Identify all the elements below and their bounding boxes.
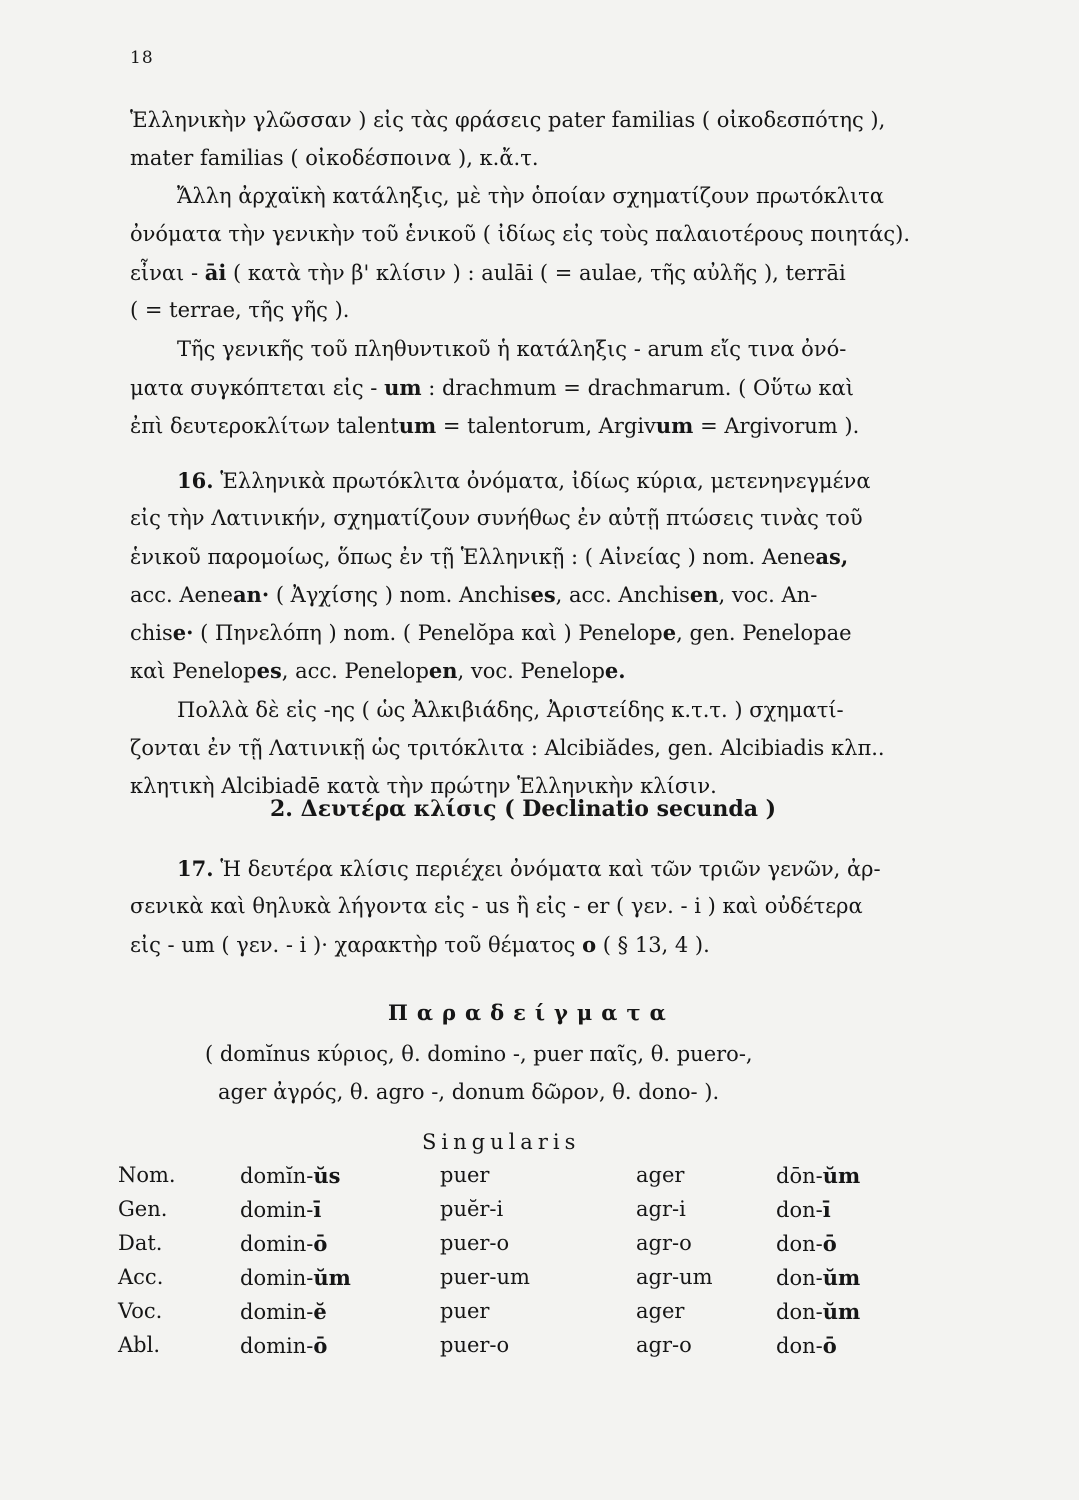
table-cell: agr-um	[636, 1265, 713, 1289]
table-cell: Abl.	[118, 1333, 160, 1357]
text-line: chise· ( Πηνελόπη ) nom. ( Penelŏpa καὶ ) Penelope, gen. Penelopae	[130, 620, 852, 645]
table-cell: Dat.	[118, 1231, 163, 1255]
text-line: ἑνικοῦ παρομοίως, ὅπως ἐν τῇ Ἑλληνικῇ : ( Αἰνείας ) nom. Aeneas,	[130, 544, 849, 569]
table-row	[118, 1197, 896, 1231]
text-line: ager ἀγρός, θ. agro -, donum δῶρον, θ. dono- ).	[218, 1080, 720, 1104]
text-line: ματα συγκόπτεται εἰς - um : drachmum = drachmarum. ( Οὕτω καὶ	[130, 375, 854, 400]
text-line: ζονται ἐν τῇ Λατινικῇ ὡς τριτόκλιτα : Alcibiădes, gen. Alcibiadis κλπ..	[130, 736, 885, 760]
table-cell: agr-i	[636, 1197, 686, 1221]
table-cell: puer	[440, 1163, 490, 1187]
table-cell: agr-o	[636, 1333, 692, 1357]
section-heading: 2. Δευτέρα κλίσις ( Declinatio secunda )	[270, 796, 777, 822]
table-cell: Gen.	[118, 1197, 168, 1221]
text-line: 17. Ἡ δευτέρα κλίσις περιέχει ὀνόματα καὶ τῶν τριῶν γενῶν, ἀρ-	[177, 856, 881, 881]
text-line: καὶ Penelopes, acc. Penelopen, voc. Penelope.	[130, 658, 626, 683]
table-cell: domin-ī	[240, 1197, 322, 1222]
table-cell: don-ō	[776, 1333, 837, 1358]
table-cell: Nom.	[118, 1163, 176, 1187]
table-cell: puer-o	[440, 1333, 510, 1357]
text-line: Πολλὰ δὲ εἰς -ης ( ὡς Ἀλκιβιάδης, Ἀριστείδης κ.τ.τ. ) σχηματί-	[177, 698, 844, 722]
text-line: κλητικὴ Alcibiadē κατὰ τὴν πρώτην Ἑλληνικὴν κλίσιν.	[130, 774, 717, 798]
text-line: ὀνόματα τὴν γενικὴν τοῦ ἑνικοῦ ( ἰδίως εἰς τοὺς παλαιοτέρους ποιητάς).	[130, 222, 911, 246]
text-line: εἰς τὴν Λατινικήν, σχηματίζουν συνήθως ἐν αὐτῇ πτώσεις τινὰς τοῦ	[130, 506, 863, 530]
table-cell: don-ŭm	[776, 1299, 861, 1324]
table-cell: Voc.	[118, 1299, 163, 1323]
table-row	[118, 1163, 896, 1197]
table-cell: don-ī	[776, 1197, 831, 1222]
table-cell: puer	[440, 1299, 490, 1323]
text-line: σενικὰ καὶ θηλυκὰ λήγοντα εἰς - us ἢ εἰς - er ( γεν. - i ) καὶ οὐδέτερα	[130, 894, 863, 918]
table-cell: agr-o	[636, 1231, 692, 1255]
table-cell: ager	[636, 1163, 685, 1187]
table-cell: puer-um	[440, 1265, 530, 1289]
text-line: Τῆς γενικῆς τοῦ πληθυντικοῦ ἡ κατάληξις - arum εἴς τινα ὀνό-	[177, 337, 847, 361]
table-cell: puer-o	[440, 1231, 510, 1255]
table-cell: don-ŭm	[776, 1265, 861, 1290]
text-line: εἶναι - āi ( κατὰ τὴν β' κλίσιν ) : aulāi ( = aulae, τῆς αὐλῆς ), terrāi	[130, 260, 846, 285]
table-cell: domin-ĕ	[240, 1299, 327, 1324]
declension-table	[118, 1163, 896, 1367]
table-cell: dōn-ŭm	[776, 1163, 861, 1188]
text-line: ἐπὶ δευτεροκλίτων talentum = talentorum, Argivum = Argivorum ).	[130, 413, 860, 438]
table-cell: domĭn-ŭs	[240, 1163, 341, 1188]
text-line: εἰς - um ( γεν. - i )· χαρακτὴρ τοῦ θέματος o ( § 13, 4 ).	[130, 932, 710, 957]
table-cell: domin-ŭm	[240, 1265, 351, 1290]
paradigm-title: Παραδείγματα	[388, 1000, 675, 1025]
text-line: mater familias ( οἰκοδέσποινα ), κ.ἄ.τ.	[130, 146, 539, 170]
table-row	[118, 1231, 896, 1265]
table-row	[118, 1265, 896, 1299]
text-line: ( domĭnus κύριος, θ. domino -, puer παῖς, θ. puero-,	[205, 1042, 753, 1066]
table-cell: domin-ō	[240, 1333, 328, 1358]
text-line: ( = terrae, τῆς γῆς ).	[130, 298, 350, 322]
table-row	[118, 1333, 896, 1367]
text-line: acc. Aenean· ( Ἀγχίσης ) nom. Anchises, acc. Anchisen, voc. An-	[130, 582, 818, 607]
table-cell: don-ō	[776, 1231, 837, 1256]
text-line: 16. Ἑλληνικὰ πρωτόκλιτα ὀνόματα, ἰδίως κύρια, μετενηνεγμένα	[177, 468, 871, 493]
table-cell: Acc.	[118, 1265, 164, 1289]
text-line: Ἄλλη ἀρχαϊκὴ κατάληξις, μὲ τὴν ὁποίαν σχηματίζουν πρωτόκλιτα	[177, 184, 884, 208]
text-line: Ἑλληνικὴν γλῶσσαν ) εἰς τὰς φράσεις pater familias ( οἰκοδεσπότης ),	[130, 108, 886, 132]
table-row	[118, 1299, 896, 1333]
table-cell: domin-ō	[240, 1231, 328, 1256]
singular-title: Singularis	[422, 1130, 581, 1154]
page-number: 18	[130, 48, 154, 68]
table-cell: puĕr-i	[440, 1197, 504, 1221]
table-cell: ager	[636, 1299, 685, 1323]
